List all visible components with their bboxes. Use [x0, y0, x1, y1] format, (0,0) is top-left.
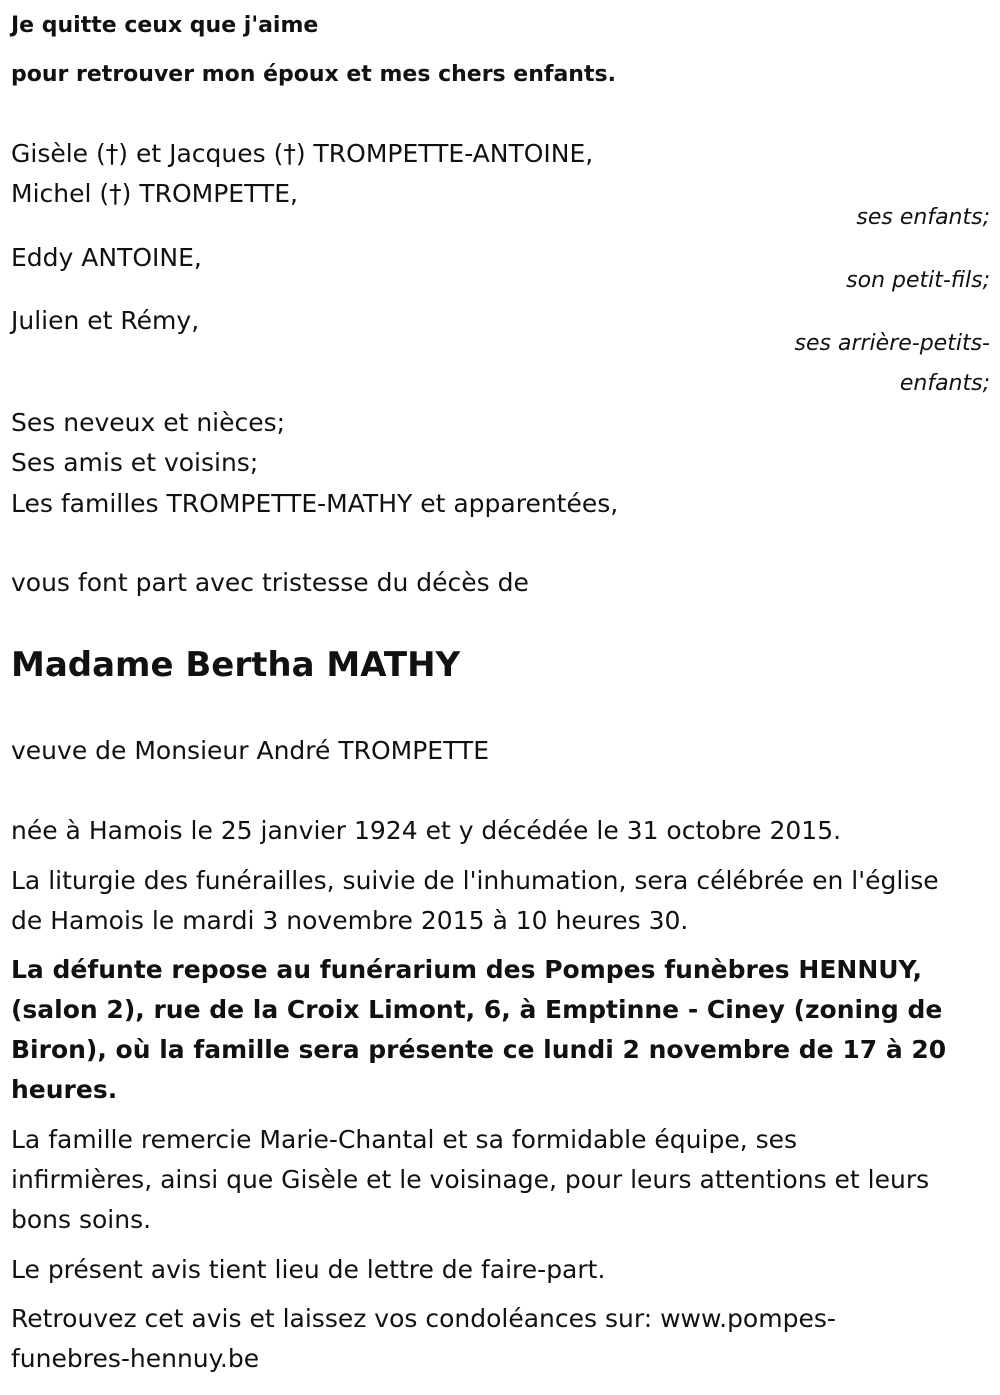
repose-line-3: Biron), où la famille sera présente ce lundi 2 novembre de 17 à 20 — [11, 1035, 947, 1064]
great-grandchildren-role-line-1: ses arrière-petits- — [794, 331, 990, 356]
birth-death-text: née à Hamois le 25 janvier 1924 et y décédée le 31 octobre 2015. — [11, 816, 842, 845]
website-line-1: Retrouvez cet avis et laissez vos condoléances sur: www.pompes- — [11, 1304, 836, 1333]
thanks-line-3: bons soins. — [11, 1205, 152, 1234]
announcement-text: vous font part avec tristesse du décès de — [11, 568, 529, 597]
relatives-line-3: Les familles TROMPETTE-MATHY et apparentées, — [11, 489, 619, 518]
intro-line-2: pour retrouver mon époux et mes chers enfants. — [11, 62, 616, 87]
grandson-role: son petit-fils; — [846, 268, 990, 293]
notice-text: Le présent avis tient lieu de lettre de faire-part. — [11, 1255, 606, 1284]
relatives-line-1: Ses neveux et nièces; — [11, 408, 286, 437]
great-grandchildren-names: Julien et Rémy, — [11, 306, 200, 335]
children-role: ses enfants; — [856, 205, 990, 230]
deceased-name: Madame Bertha MATHY — [11, 645, 461, 685]
repose-line-1: La défunte repose au funérarium des Pompes funèbres HENNUY, — [11, 955, 922, 984]
grandson-name: Eddy ANTOINE, — [11, 243, 202, 272]
great-grandchildren-role-line-2: enfants; — [899, 371, 990, 396]
relatives-line-2: Ses amis et voisins; — [11, 448, 259, 477]
widow-of-text: veuve de Monsieur André TROMPETTE — [11, 736, 490, 765]
website-line-2: funebres-hennuy.be — [11, 1344, 260, 1373]
repose-line-4: heures. — [11, 1075, 118, 1104]
children-line-2: Michel (†) TROMPETTE, — [11, 179, 298, 208]
repose-line-2: (salon 2), rue de la Croix Limont, 6, à Emptinne - Ciney (zoning de — [11, 995, 943, 1024]
intro-line-1: Je quitte ceux que j'aime — [11, 13, 319, 38]
liturgy-line-1: La liturgie des funérailles, suivie de l'inhumation, sera célébrée en l'église — [11, 866, 939, 895]
thanks-line-1: La famille remercie Marie-Chantal et sa formidable équipe, ses — [11, 1125, 798, 1154]
thanks-line-2: infirmières, ainsi que Gisèle et le voisinage, pour leurs attentions et leurs — [11, 1165, 930, 1194]
children-line-1: Gisèle (†) et Jacques (†) TROMPETTE-ANTOINE, — [11, 139, 594, 168]
liturgy-line-2: de Hamois le mardi 3 novembre 2015 à 10 heures 30. — [11, 906, 689, 935]
